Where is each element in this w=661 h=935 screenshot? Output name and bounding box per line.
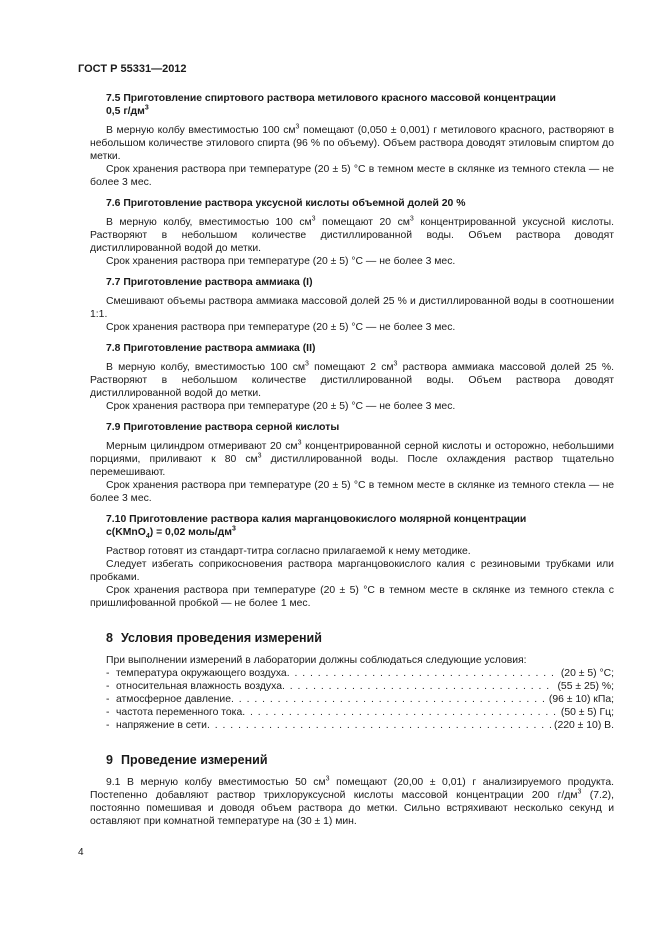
section-7-10-paragraph-3: Срок хранения раствора при температуре (20 ± 5) °С в темном месте в склянке из темного стекла с пришлифованной пробкой — не более 1 мес. — [90, 585, 614, 609]
section-8-title: 8 Условия проведения измерений — [106, 631, 322, 645]
section-7-8-title: 7.8 Приготовление раствора аммиака (II) — [106, 343, 316, 354]
list-item: - относительная влажность воздуха . . . (55 ± 25) %; — [106, 680, 614, 693]
list-item: - температура окружающего воздуха . . . (20 ± 5) °С; — [106, 667, 614, 680]
section-9-1-paragraph: 9.1 В мерную колбу вместимостью 50 $см^3$ помещают (20,00 ± 0,01) г анализируемого продукта. Постепенно добавляют раствор трихлоруксусной кислоты массовой концентрации 200 $г/дм^3$ (7.2), постоянно помешивая и доводя объем раствора до метки. Сильно встряхивают несколько секунд и оставляют при комнатной температуре на (30 ± 1) мин. — [90, 775, 614, 827]
list-item: - атмосферное давление . . . (96 ± 10) кПа; — [106, 693, 614, 706]
section-7-5-paragraph-2: Срок хранения раствора при температуре (20 ± 5) °С в темном месте в склянке из темного стекла — не более 3 мес. — [90, 164, 614, 188]
section-9-title: 9 Проведение измерений — [106, 753, 268, 767]
section-7-7-title: 7.7 Приготовление раствора аммиака (I) — [106, 277, 313, 288]
section-7-6-paragraph-1: В мерную колбу, вместимостью 100 $см^3$ помещают 20 $см^3$ концентрированной уксусной кислоты. Растворяют в небольшом количестве дистиллированной воды. Объем раствора доводят дистиллированной водой до метки. — [90, 215, 614, 254]
list-item: - напряжение в сети . . . (220 ± 10) В. — [106, 719, 614, 732]
section-7-9-paragraph-1: Мерным цилиндром отмеривают 20 $см^3$ концентрированной серной кислоты и осторожно, небольшими порциями, приливают к 80 $см^3$ дистиллированной воды. После охлаждения раствор тщательно перемешивают. — [90, 439, 614, 478]
conditions-list — [90, 667, 614, 732]
section-7-6-paragraph-2: Срок хранения раствора при температуре (20 ± 5) °С — не более 3 мес. — [106, 256, 456, 267]
section-7-9-paragraph-2: Срок хранения раствора при температуре (20 ± 5) °С в темном месте в склянке из темного стекла — не более 3 мес. — [90, 480, 614, 504]
page-content — [90, 92, 614, 828]
section-7-9-title: 7.9 Приготовление раствора серной кислоты — [106, 422, 340, 433]
list-item: - частота переменного тока . . . (50 ± 5) Гц; — [106, 706, 614, 719]
section-8-intro: При выполнении измерений в лаборатории должны соблюдаться следующие условия: — [106, 655, 527, 666]
document-header: ГОСТ Р 55331—2012 — [78, 63, 187, 75]
section-7-8-paragraph-2: Срок хранения раствора при температуре (20 ± 5) °С — не более 3 мес. — [106, 401, 456, 412]
page-number: 4 — [78, 847, 84, 858]
section-7-5-title — [90, 92, 614, 118]
section-7-10-title: 7.10 Приготовление раствора калия марганцовокислого молярной концентрации с(KMnO$_4$) = 0,02 моль/$дм^3$ — [106, 514, 527, 541]
section-7-5-title-line1: 7.5 Приготовление спиртового раствора метилового красного массовой концентрации — [106, 93, 556, 104]
section-7-10-paragraph-2: Следует избегать соприкосновения раствора марганцовокислого калия с резиновыми трубками или пробками. — [90, 559, 614, 583]
section-7-7-paragraph-1: Смешивают объемы раствора аммиака массовой долей 25 % и дистиллированной воды в соотношении 1:1. — [90, 296, 614, 320]
section-7-10-paragraph-1: Раствор готовят из стандарт-титра согласно прилагаемой к нему методике. — [106, 546, 471, 557]
superscript: 3 — [144, 104, 149, 112]
section-7-8-paragraph-1: В мерную колбу, вместимостью 100 $см^3$ помещают 2 $см^3$ раствора аммиака массовой долей 25 %. Растворяют в небольшом количестве дистиллированной воды. Объем раствора доводят дистиллированной водой до метки. — [90, 360, 614, 399]
section-7-6-title: 7.6 Приготовление раствора уксусной кислоты объемной долей 20 % — [106, 198, 466, 209]
section-7-5-paragraph-1: В мерную колбу вместимостью 100 $см^3$ помещают (0,050 ± 0,001) г метилового красного, растворяют в небольшом количестве этилового спирта (96 % по объему). Объем раствора доводят этиловым спиртом до метки. — [90, 123, 614, 162]
section-7-7-paragraph-2: Срок хранения раствора при температуре (20 ± 5) °С — не более 3 мес. — [106, 322, 456, 333]
section-7-5-title-line2: 0,5 г/дм — [106, 106, 145, 117]
